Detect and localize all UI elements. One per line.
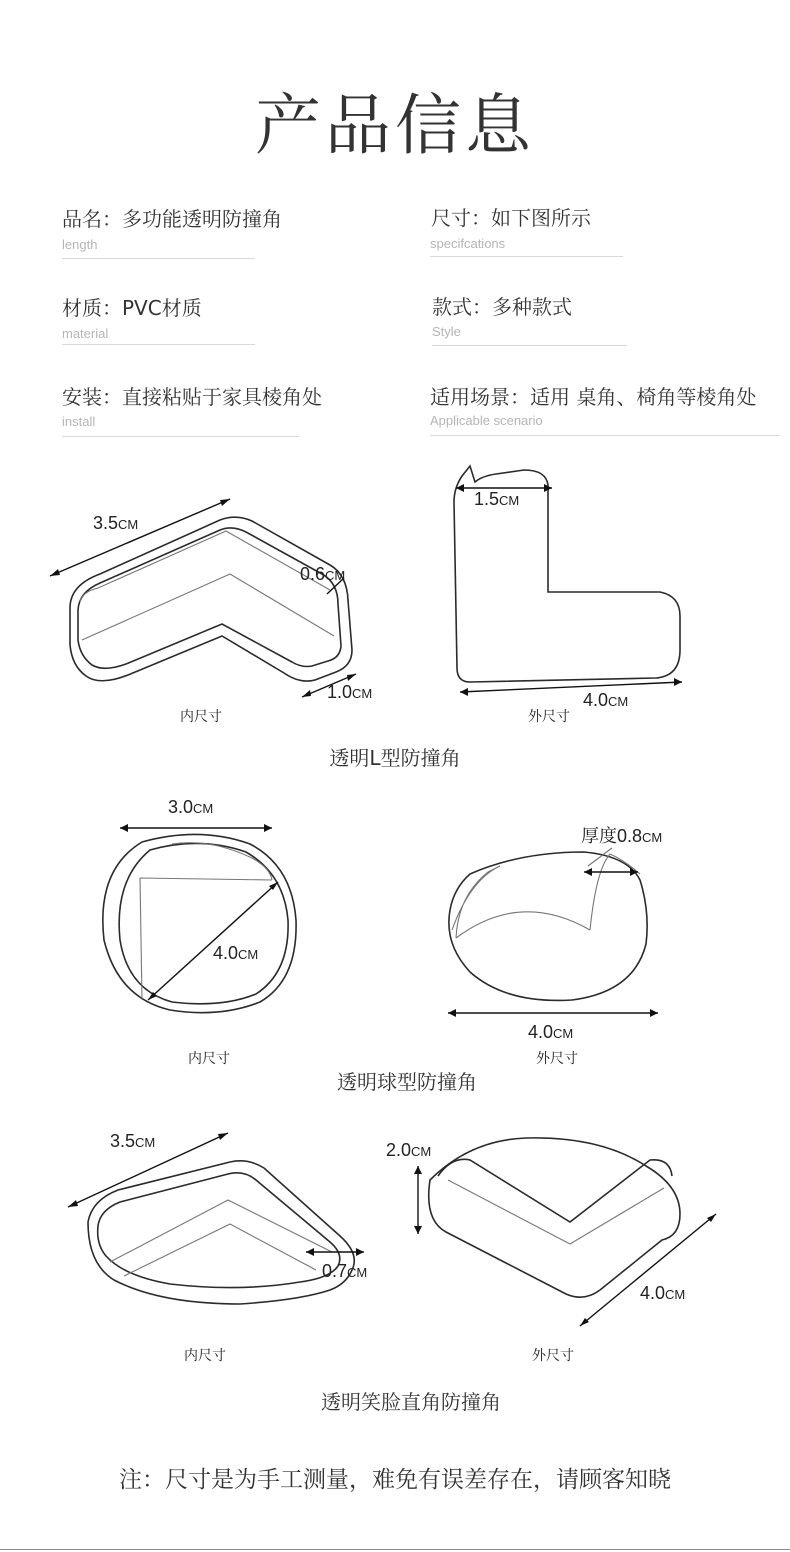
spec-name-sub: length [62, 237, 98, 252]
l-inner-thickness-dim: 0.6CM [300, 564, 346, 584]
l-outer-caption: 外尺寸 [528, 709, 570, 725]
ball-corner-inner-drawing [103, 824, 296, 1013]
l-inner-depth-dim: 1.0CM [327, 682, 373, 702]
ball-corner-name: 透明球型防撞角 [337, 1070, 477, 1094]
smile-inner-caption: 内尺寸 [184, 1348, 226, 1364]
page-title: 产品信息 [255, 87, 535, 164]
smile-inner-thickness-dim: 0.7CM [322, 1261, 368, 1281]
spec-material-sub: material [62, 326, 109, 341]
smile-outer-length-dim: 4.0CM [640, 1283, 686, 1303]
smile-outer-height-dim: 2.0CM [386, 1140, 432, 1160]
l-outer-width-dim: 1.5CM [474, 489, 520, 509]
spec-scenario-label: 适用场景：适用 桌角、椅角等棱角处 [430, 385, 757, 409]
l-corner-name: 透明L型防撞角 [329, 746, 461, 770]
spec-size-sub: specifcations [430, 236, 506, 251]
spec-size-label: 尺寸：如下图所示 [431, 206, 591, 230]
bottom-divider [0, 1549, 790, 1550]
measurement-note: 注：尺寸是为手工测量，难免有误差存在，请顾客知晓 [119, 1467, 671, 1493]
ball-inner-diagonal-dim: 4.0CM [213, 943, 259, 963]
spec-install-sub: install [62, 414, 96, 429]
spec-name-label: 品名：多功能透明防撞角 [62, 207, 282, 231]
smile-corner-name: 透明笑脸直角防撞角 [321, 1390, 501, 1414]
l-inner-caption: 内尺寸 [180, 709, 222, 725]
l-inner-length-dim: 3.5CM [93, 513, 139, 533]
ball-corner-outer-drawing [448, 848, 658, 1017]
ball-thickness-dim: 厚度0.8CM [581, 826, 663, 846]
ball-outer-width-dim: 4.0CM [528, 1022, 574, 1042]
ball-inner-caption: 内尺寸 [188, 1051, 230, 1067]
ball-outer-caption: 外尺寸 [536, 1051, 578, 1067]
smile-inner-length-dim: 3.5CM [110, 1131, 156, 1151]
spec-style-sub: Style [432, 324, 461, 339]
l-outer-length-dim: 4.0CM [583, 690, 629, 710]
spec-material-label: 材质：PVC材质 [62, 296, 202, 320]
spec-style-label: 款式：多种款式 [432, 295, 572, 319]
smile-corner-inner-drawing [68, 1133, 364, 1304]
spec-scenario-sub: Applicable scenario [430, 413, 543, 428]
ball-inner-width-dim: 3.0CM [168, 797, 214, 817]
spec-install-label: 安装：直接粘贴于家具棱角处 [62, 385, 322, 409]
smile-outer-caption: 外尺寸 [532, 1348, 574, 1364]
